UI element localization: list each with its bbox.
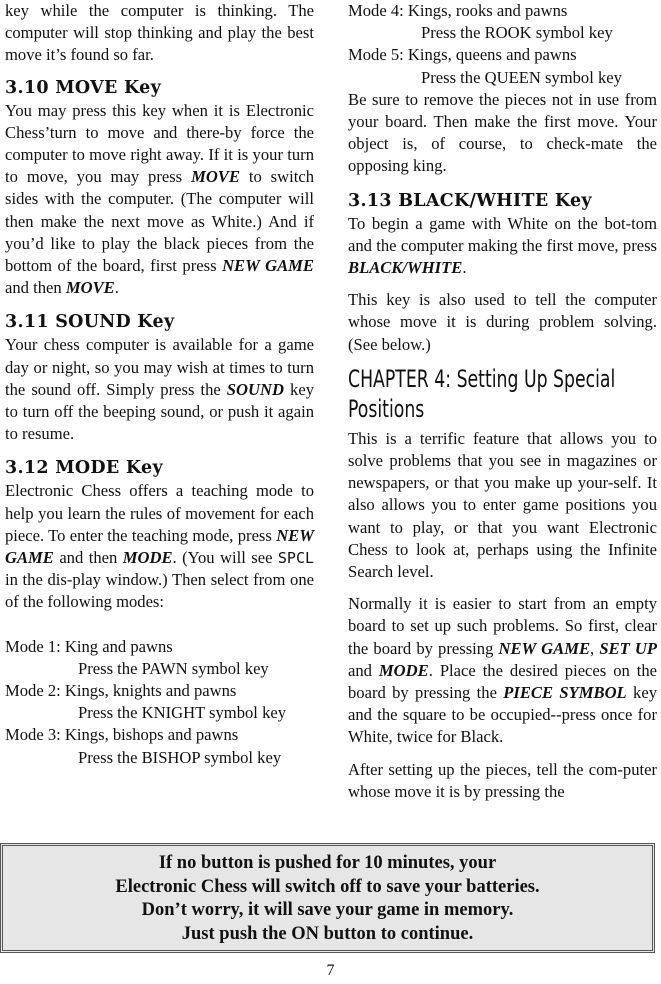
heading-move-key: 3.10 MOVE Key xyxy=(5,77,162,98)
mode-3-action: Press the BISHOP symbol key xyxy=(78,747,282,767)
mode-2-title: Mode 2: Kings, knights and pawns xyxy=(5,681,237,701)
problem-solving-paragraph: This key is also used to tell the computer whose move it is during problem solving. (See below.) xyxy=(348,290,657,354)
mode-key-paragraph: Electronic Chess offers a teaching mode to help you learn the rules of movement for each piece. To enter the teaching mode, press NEW GAME and then MODE. (You will see SPCL in the dis-play window.) Then select from one of the following modes: xyxy=(5,481,315,612)
terrific-feature-paragraph: This is a terrific feature that allows you to solve problems that you see in magazines or newspapers, or that you make up your-self. It also allows you to enter game positions you want to play, or that you want Electronic Chess to look at, perhaps using the Infinite Search level. xyxy=(348,428,657,582)
mode-2-action: Press the KNIGHT symbol key xyxy=(78,703,287,723)
after-setup-paragraph: After setting up the pieces, tell the com-puter whose move it is by pressing the xyxy=(348,759,657,801)
mode-5-action: Press the QUEEN symbol key xyxy=(421,67,622,87)
notice-line-4: Just push the ON button to continue. xyxy=(181,923,474,944)
left-column xyxy=(5,0,314,769)
chapter-heading: CHAPTER 4: Setting Up Special Positions xyxy=(348,364,616,423)
intro-paragraph: key while the computer is thinking. The computer will stop thinking and play the best move it’s found so far. xyxy=(5,1,314,65)
heading-sound-key: 3.11 SOUND Key xyxy=(5,312,175,333)
mode-1-action: Press the PAWN symbol key xyxy=(78,658,269,678)
mode-5-title: Mode 5: Kings, queens and pawns xyxy=(348,45,577,65)
remove-pieces-paragraph: Be sure to remove the pieces not in use from your board. Then make the first move. Your object is, of course, to check-mate the opposing king. xyxy=(348,89,657,176)
mode-3-title: Mode 3: Kings, bishops and pawns xyxy=(5,725,239,745)
sound-key-paragraph: Your chess computer is available for a game day or night, so you may wish at times to turn the sound off. Simply press the SOUND key to turn off the beeping sound, or push it again to resume. xyxy=(5,335,314,444)
move-key-paragraph: You may press this key when it is Electronic Chess’turn to move and there-by force the computer to move right away. If it is your turn to move, you may press MOVE to switch sides with the computer. (The computer will then make the next move as White.) And if you’d like to play the black pieces from the bottom of the board, first press NEW GAME and then MOVE. xyxy=(5,100,314,298)
mode-4-title: Mode 4: Kings, rooks and pawns xyxy=(348,1,568,20)
mode-1-title: Mode 1: King and pawns xyxy=(5,636,173,656)
notice-line-1: If no button is pushed for 10 minutes, your xyxy=(158,853,497,873)
page-number: 7 xyxy=(326,962,335,979)
mode-4-action: Press the ROOK symbol key xyxy=(421,23,613,43)
black-white-paragraph: To begin a game with White on the bot-tom and the computer making the first move, press BLACK/WHITE. xyxy=(348,213,657,278)
battery-notice-box xyxy=(0,843,655,953)
heading-mode-key: 3.12 MODE Key xyxy=(5,458,163,479)
heading-black-white-key: 3.13 BLACK/WHITE Key xyxy=(348,190,592,211)
notice-line-3: Don’t worry, it will save your game in memory. xyxy=(141,900,514,920)
right-column xyxy=(348,0,657,803)
notice-line-2: Electronic Chess will switch off to save your batteries. xyxy=(115,876,540,897)
empty-board-paragraph: Normally it is easier to start from an empty board to set up such problems. So first, clear the board by pressing NEW GAME, SET UP and MODE. Place the desired pieces on the board by pressing the PIECE SYMBOL key and the square to be occupied--press once for White, twice for Black. xyxy=(348,594,658,747)
